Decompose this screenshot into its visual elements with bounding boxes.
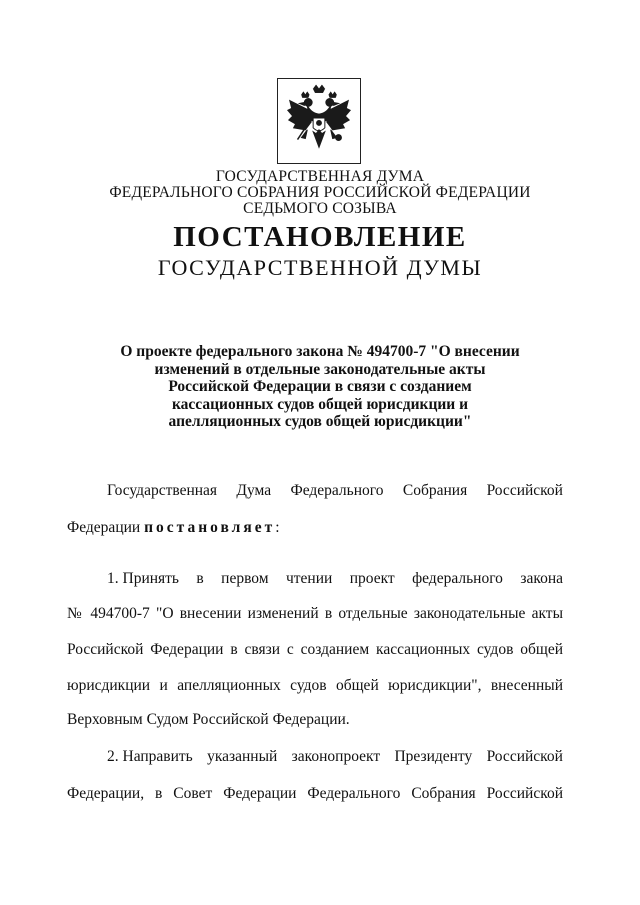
word: Президенту: [394, 748, 473, 765]
colon: :: [275, 519, 280, 536]
subject-line: изменений в отдельные законодательные акты: [154, 360, 486, 378]
org-name-line-2: ФЕДЕРАЛЬНОГО СОБРАНИЯ РОССИЙСКОЙ ФЕДЕРАЦИИ: [109, 184, 531, 201]
word: законопроект: [291, 748, 381, 765]
word: 1. Принять: [107, 570, 180, 587]
intro-line-2: [67, 519, 563, 537]
emblem: [277, 78, 361, 164]
word: федерального: [412, 570, 503, 587]
paragraph-2-line-1: [107, 748, 563, 766]
word: первом: [221, 570, 269, 587]
intro-text: Федерации: [67, 519, 145, 536]
word: Государственная: [107, 482, 218, 499]
paragraph-1-line-4: юрисдикции и апелляционных судов общей юрисдикции", внесенный: [67, 677, 563, 694]
resolution-subject: [90, 343, 550, 431]
subject-line: Российской Федерации в связи с созданием: [168, 378, 472, 395]
word: Федерального: [290, 482, 384, 499]
paragraph-1-line-1: [107, 570, 563, 588]
paragraph-1-line-5: Верховным Судом Российской Федерации.: [67, 711, 350, 728]
intro-line-1: [107, 482, 563, 500]
word: указанный: [207, 748, 278, 765]
word: чтении: [285, 570, 333, 587]
org-name-line-1: ГОСУДАРСТВЕННАЯ ДУМА: [215, 168, 425, 185]
word: Дума: [236, 482, 272, 499]
subject-line: кассационных судов общей юрисдикции и: [171, 395, 469, 413]
word: проект: [349, 570, 395, 587]
word: Собрания: [402, 482, 468, 499]
subject-line: апелляционных судов общей юрисдикции": [168, 413, 472, 430]
document-title: ПОСТАНОВЛЕНИЕ: [173, 221, 467, 253]
word: 2. Направить: [107, 748, 193, 765]
paragraph-1-line-2: № 494700-7 "О внесении изменений в отдельные законодательные акты: [67, 605, 563, 622]
paragraph-1-line-3: Российской Федерации в связи с созданием кассационных судов общей: [67, 641, 563, 658]
word: Российской: [486, 482, 563, 499]
word: Российской: [486, 748, 563, 765]
word: закона: [520, 570, 563, 587]
document-subtitle: ГОСУДАРСТВЕННОЙ ДУМЫ: [157, 255, 483, 280]
convocation-line: СЕДЬМОГО СОЗЫВА: [243, 200, 397, 217]
word: в: [196, 570, 204, 587]
double-headed-eagle-icon: [278, 79, 360, 163]
resolves-word: постановляет: [144, 519, 276, 536]
subject-line: О проекте федерального закона № 494700-7 "О внесении: [120, 343, 520, 360]
paragraph-2-line-2: Федерации, в Совет Федерации Федерального Собрания Российской: [67, 785, 563, 802]
